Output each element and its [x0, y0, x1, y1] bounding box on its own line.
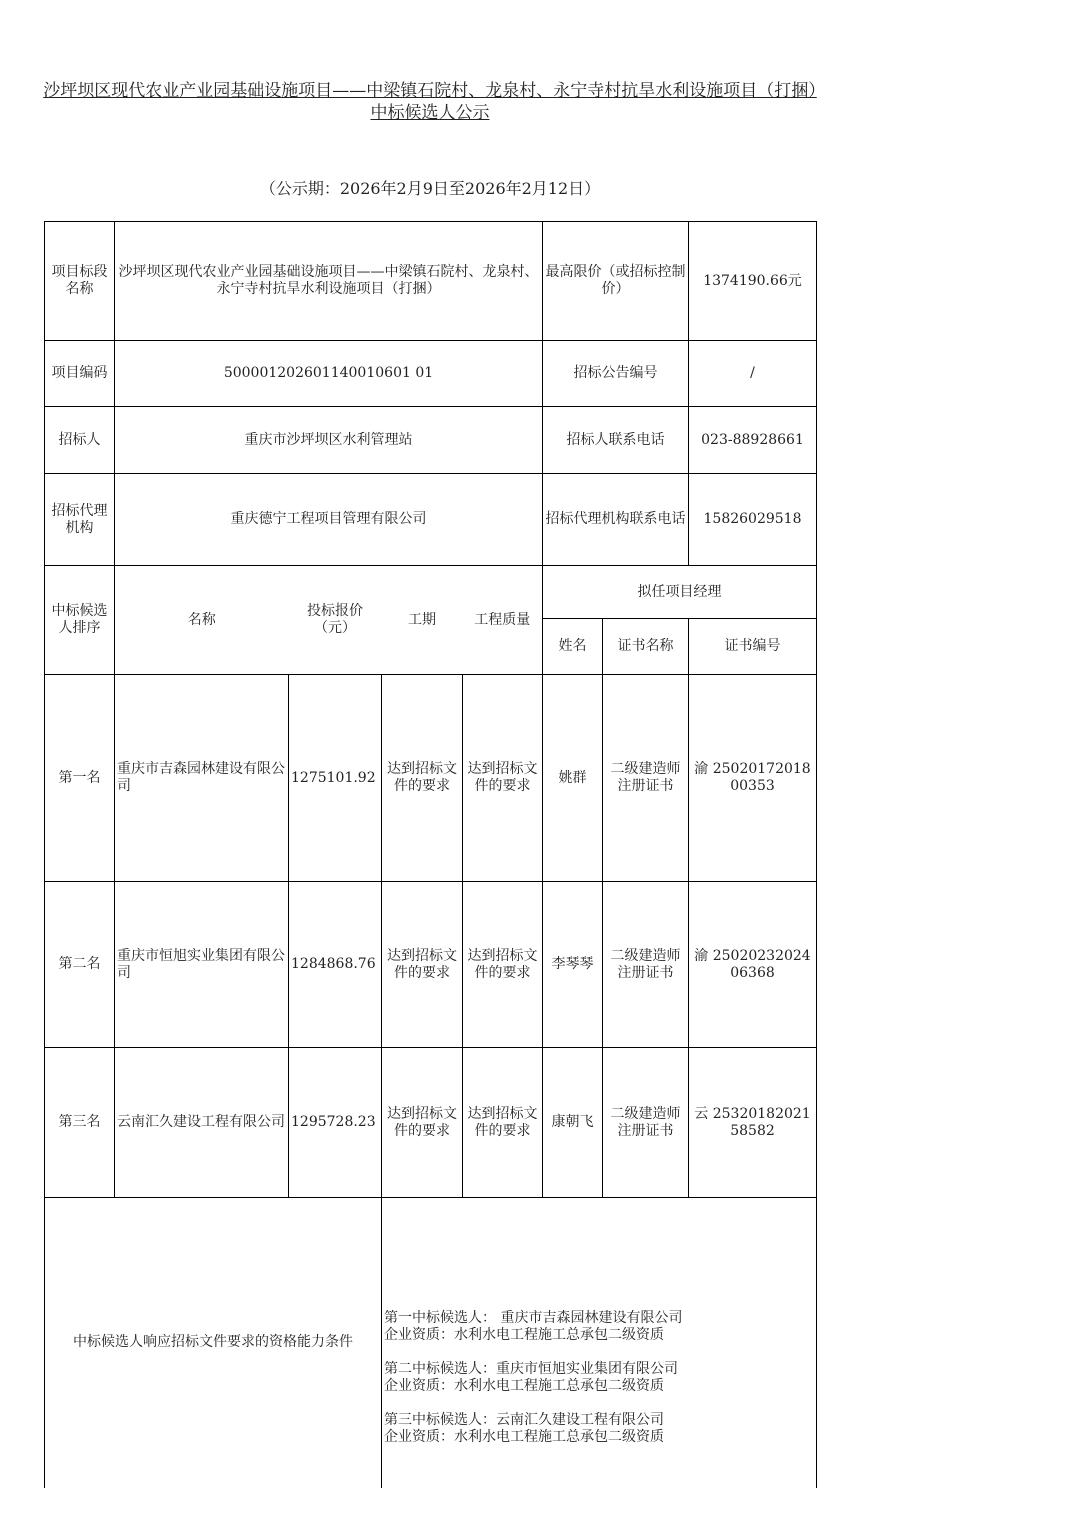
- agency-value: 重庆德宁工程项目管理有限公司: [115, 474, 543, 566]
- candidate-cert-name: 二级建造师注册证书: [603, 1048, 689, 1198]
- header-quality: 工程质量: [463, 566, 543, 675]
- qualification-candidate: 第二中标候选人：重庆市恒旭实业集团有限公司: [384, 1361, 678, 1377]
- section-label: 项目标段名称: [45, 222, 115, 341]
- qualification-item: [384, 1310, 814, 1344]
- candidate-cert-no: 云 2532018202158582: [689, 1048, 817, 1198]
- tenderer-label: 招标人: [45, 407, 115, 474]
- candidate-manager: 康朝飞: [543, 1048, 603, 1198]
- candidate-row: [45, 675, 817, 882]
- row-qualifications: [45, 1198, 817, 1488]
- agency-label: 招标代理机构: [45, 474, 115, 566]
- candidate-cert-name: 二级建造师注册证书: [603, 675, 689, 882]
- qualification-grade: 企业资质：水利水电工程施工总承包二级资质: [384, 1327, 664, 1343]
- header-manager-group: 拟任项目经理: [543, 566, 817, 619]
- candidate-period: 达到招标文件的要求: [382, 675, 463, 882]
- publicity-period: （公示期：2026年2月9日至2026年2月12日）: [259, 179, 601, 198]
- candidate-name: 重庆市吉森园林建设有限公司: [115, 675, 289, 882]
- candidate-quality: 达到招标文件的要求: [463, 675, 543, 882]
- notice-no-label: 招标公告编号: [543, 341, 689, 407]
- candidate-bid: 1295728.23: [289, 1048, 382, 1198]
- candidate-quality: 达到招标文件的要求: [463, 1048, 543, 1198]
- candidate-rank: 第二名: [45, 882, 115, 1048]
- candidate-cert-no: 渝 2502023202406368: [689, 882, 817, 1048]
- row-code: [45, 341, 817, 407]
- row-section: [45, 222, 817, 341]
- announcement-table: [44, 221, 817, 1488]
- candidate-cert-name: 二级建造师注册证书: [603, 882, 689, 1048]
- candidate-name: 云南汇久建设工程有限公司: [115, 1048, 289, 1198]
- header-cert-no: 证书编号: [689, 619, 817, 675]
- candidate-quality: 达到招标文件的要求: [463, 882, 543, 1048]
- qualification-grade: 企业资质：水利水电工程施工总承包二级资质: [384, 1429, 664, 1445]
- candidate-period: 达到招标文件的要求: [382, 1048, 463, 1198]
- qualifications-list: [382, 1198, 817, 1488]
- candidate-bid: 1275101.92: [289, 675, 382, 882]
- header-rank: 中标候选人排序: [45, 566, 115, 675]
- agency-phone-value: 15826029518: [689, 474, 817, 566]
- header-bid: 投标报价（元）: [289, 566, 382, 675]
- candidate-manager: 李琴琴: [543, 882, 603, 1048]
- qualification-grade: 企业资质：水利水电工程施工总承包二级资质: [384, 1378, 664, 1394]
- qualification-item: [384, 1412, 814, 1446]
- candidate-manager: 姚群: [543, 675, 603, 882]
- candidate-period: 达到招标文件的要求: [382, 882, 463, 1048]
- tenderer-phone-value: 023-88928661: [689, 407, 817, 474]
- section-value: 沙坪坝区现代农业产业园基础设施项目——中梁镇石院村、龙泉村、永宁寺村抗旱水利设施项目（打捆）: [115, 222, 543, 341]
- qualification-candidate: 第三中标候选人：云南汇久建设工程有限公司: [384, 1412, 664, 1428]
- candidate-row: [45, 882, 817, 1048]
- row-candidates-header-1: [45, 566, 817, 619]
- header-manager-name: 姓名: [543, 619, 603, 675]
- row-tenderer: [45, 407, 817, 474]
- code-label: 项目编码: [45, 341, 115, 407]
- qualification-candidate: 第一中标候选人： 重庆市吉森园林建设有限公司: [384, 1310, 683, 1326]
- candidate-rank: 第一名: [45, 675, 115, 882]
- agency-phone-label: 招标代理机构联系电话: [543, 474, 689, 566]
- candidate-bid: 1284868.76: [289, 882, 382, 1048]
- max-price-label: 最高限价（或招标控制价）: [543, 222, 689, 341]
- candidate-cert-no: 渝 2502017201800353: [689, 675, 817, 882]
- qualifications-label: 中标候选人响应招标文件要求的资格能力条件: [45, 1198, 382, 1488]
- row-agency: [45, 474, 817, 566]
- candidate-row: [45, 1048, 817, 1198]
- page-title: 沙坪坝区现代农业产业园基础设施项目——中梁镇石院村、龙泉村、永宁寺村抗旱水利设施项目（打捆）中标候选人公示: [43, 81, 817, 123]
- notice-no-value: /: [689, 341, 817, 407]
- qualification-item: [384, 1361, 814, 1395]
- max-price-value: 1374190.66元: [689, 222, 817, 341]
- code-value: 500001202601140010601 01: [115, 341, 543, 407]
- candidate-name: 重庆市恒旭实业集团有限公司: [115, 882, 289, 1048]
- tenderer-phone-label: 招标人联系电话: [543, 407, 689, 474]
- tenderer-value: 重庆市沙坪坝区水利管理站: [115, 407, 543, 474]
- header-period: 工期: [382, 566, 463, 675]
- header-cert-name: 证书名称: [603, 619, 689, 675]
- header-name: 名称: [115, 566, 289, 675]
- candidate-rank: 第三名: [45, 1048, 115, 1198]
